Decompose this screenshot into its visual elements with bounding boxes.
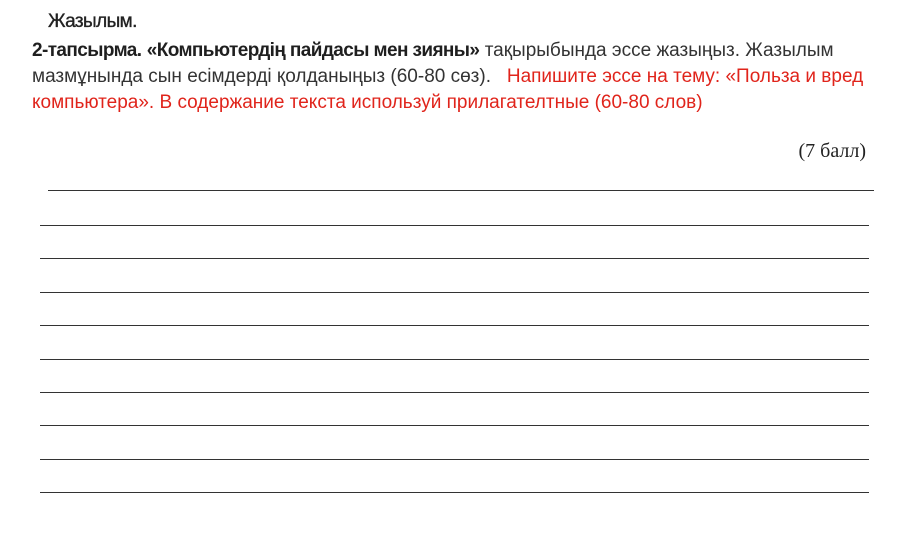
answer-line[interactable]	[48, 190, 874, 191]
task-instruction-ru: Напишите эссе на тему: «Польза и вред компьютера». В содержание текста используй прилагателтные (60-80 слов)	[32, 66, 864, 113]
answer-line[interactable]	[40, 425, 869, 426]
answer-line[interactable]	[40, 292, 869, 293]
answer-line[interactable]	[40, 492, 869, 493]
answer-line[interactable]	[40, 359, 869, 360]
section-title: Жазылым.	[48, 11, 137, 32]
task-text	[32, 38, 877, 116]
answer-line[interactable]	[40, 459, 869, 460]
answer-line[interactable]	[40, 392, 869, 393]
task-topic-kz: «Компьютердің пайдасы мен зияны»	[146, 40, 480, 61]
score-label: (7 балл)	[798, 140, 866, 162]
answer-line[interactable]	[40, 225, 869, 226]
answer-line[interactable]	[40, 258, 869, 259]
task-number: 2-тапсырма.	[32, 40, 142, 61]
answer-line[interactable]	[40, 325, 869, 326]
task-instruction-kz: тақырыбында эссе жазыңыз. Жазылым мазмұнында сын есімдерді қолданыңыз (60-80 сөз).	[32, 40, 834, 87]
